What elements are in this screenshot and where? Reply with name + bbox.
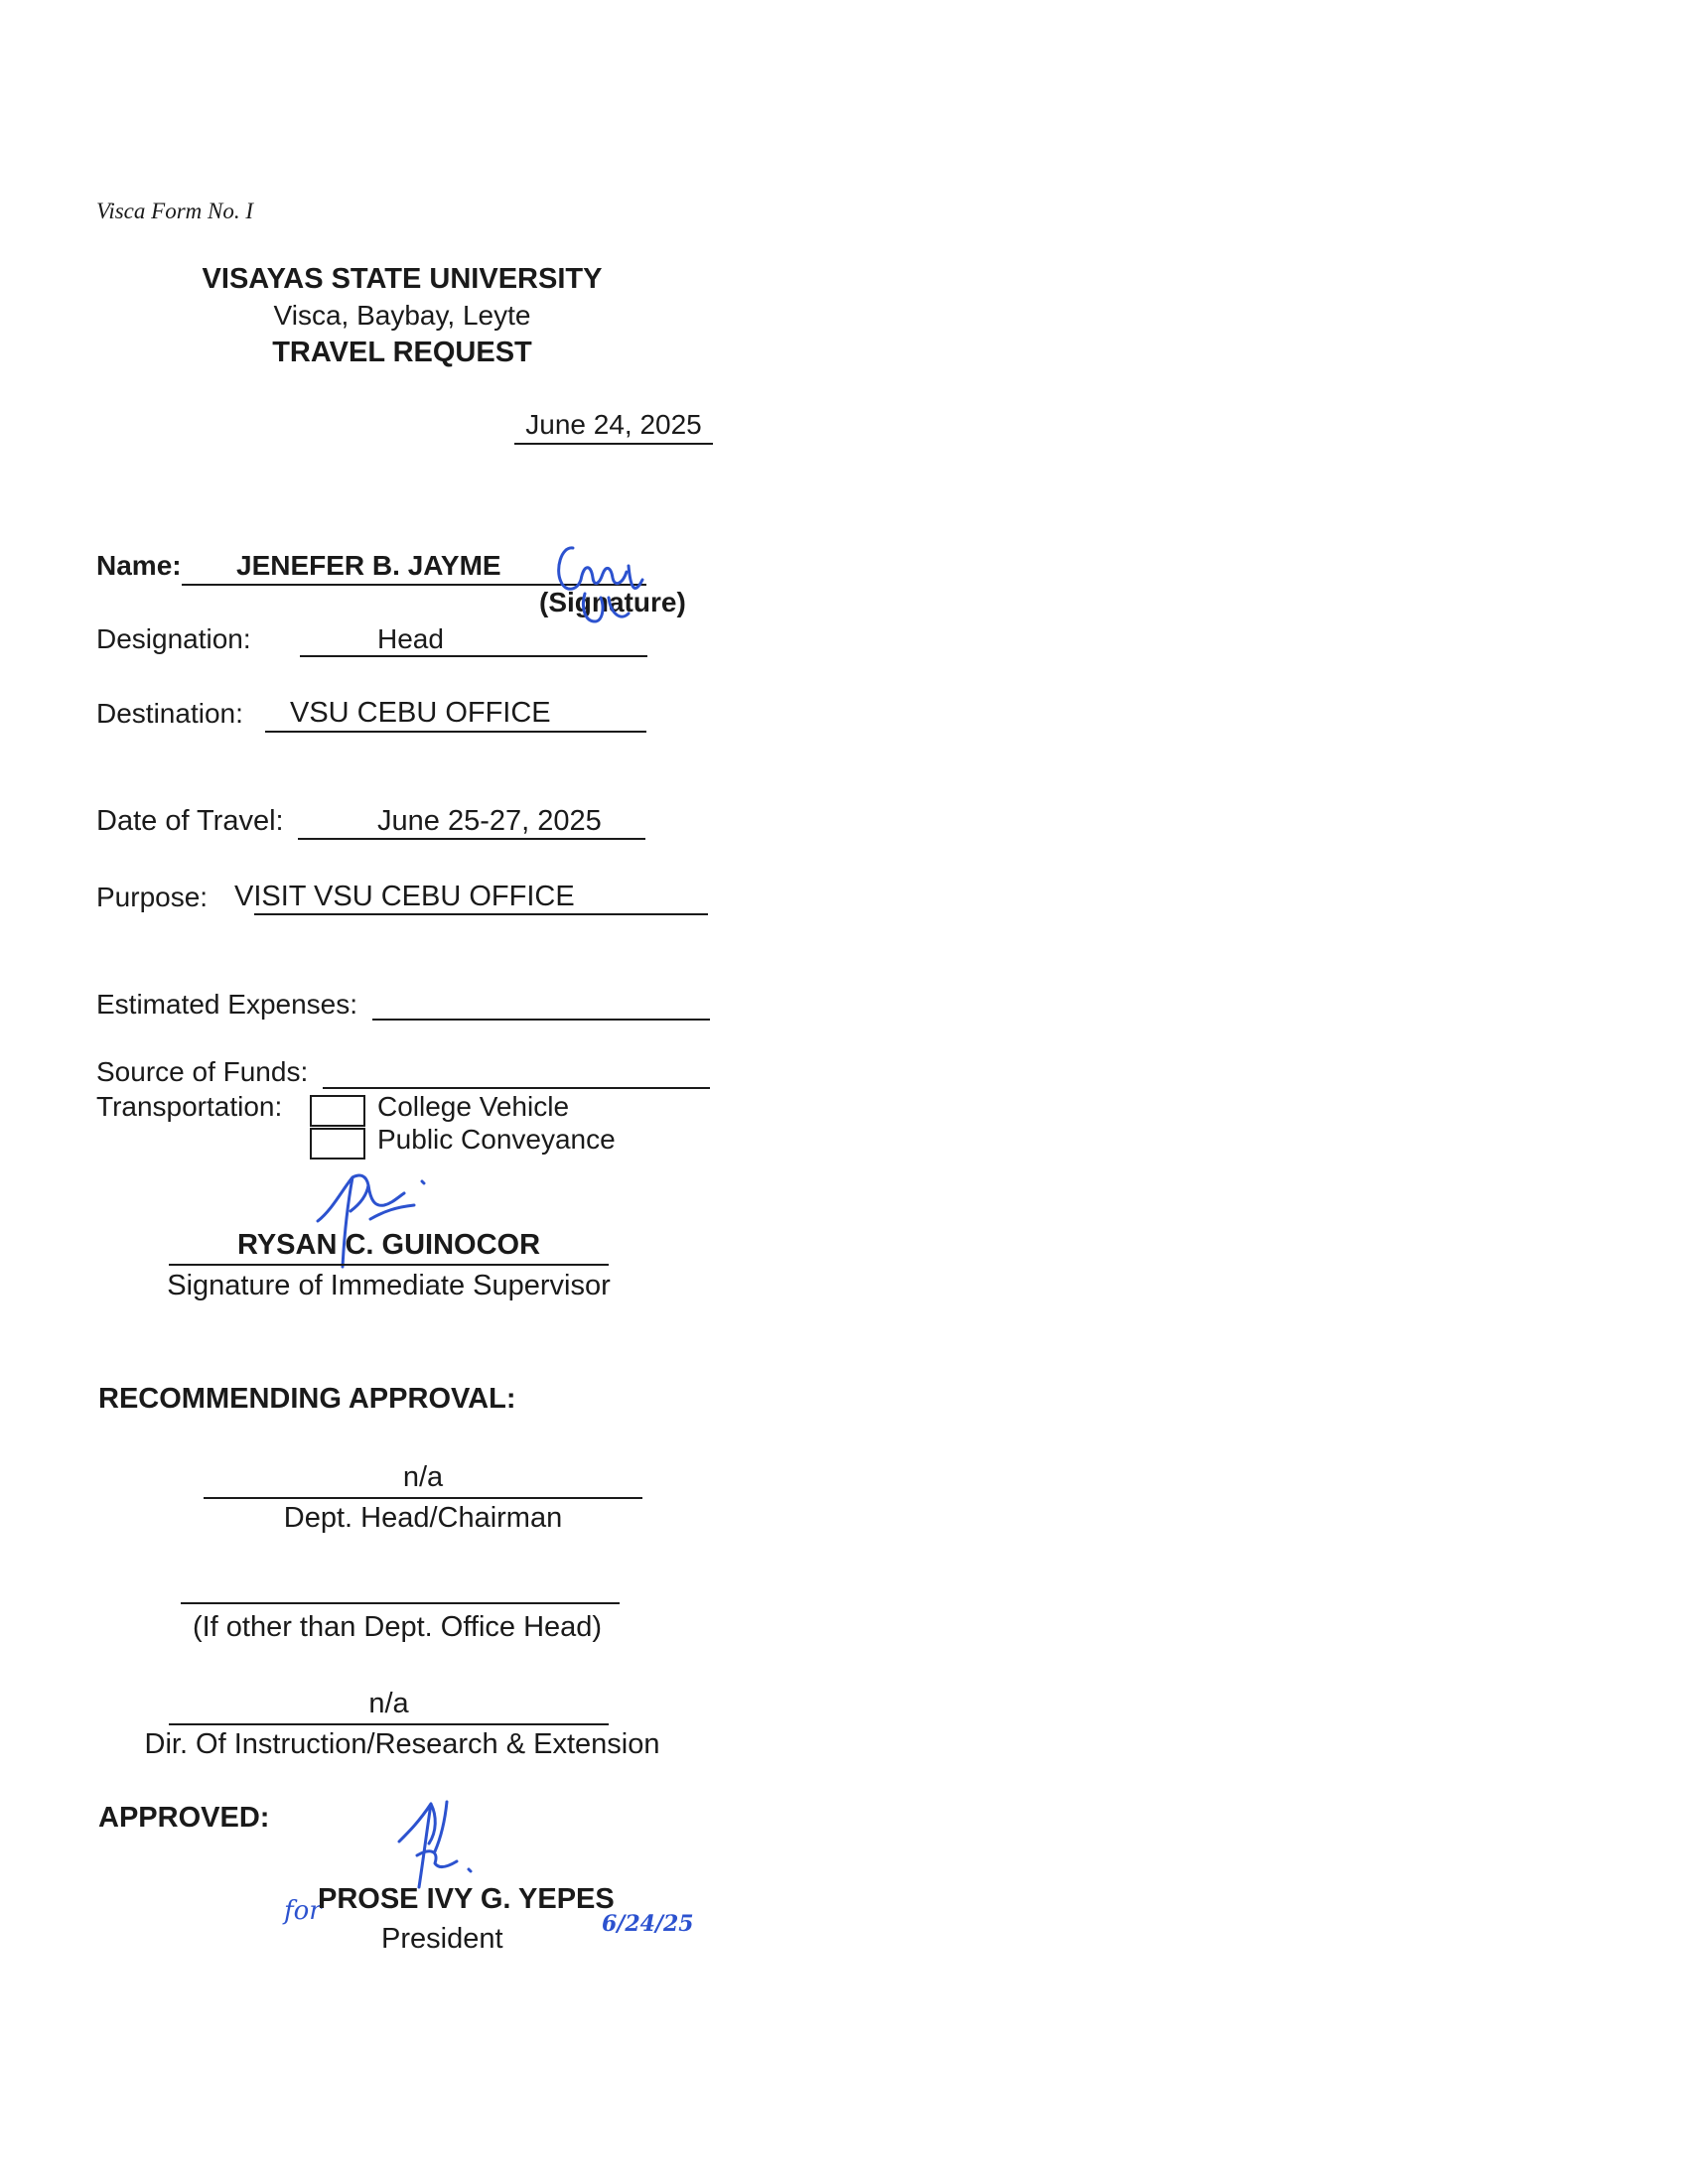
public-conveyance-checkbox[interactable] [310,1128,365,1160]
source-of-funds-label: Source of Funds: [96,1056,309,1087]
college-vehicle-checkbox[interactable] [310,1095,365,1127]
director-signature-line [169,1723,609,1725]
date-of-travel-underline [298,838,645,840]
university-address: Visca, Baybay, Leyte [273,300,531,331]
designation-underline [300,655,647,657]
director-value[interactable]: n/a [368,1688,409,1719]
date-of-travel-value[interactable]: June 25-27, 2025 [377,805,602,837]
purpose-underline [254,913,708,915]
university-name: VISAYAS STATE UNIVERSITY [202,263,603,295]
supervisor-caption: Signature of Immediate Supervisor [167,1270,611,1301]
signature-caption: (Signature) [539,587,686,617]
name-value[interactable]: JENEFER B. JAYME [236,550,501,581]
president-title: President [381,1923,503,1955]
handwritten-date: 6/24/25 [602,1911,694,1937]
director-caption: Dir. Of Instruction/Research & Extension [144,1728,660,1760]
other-approver-caption: (If other than Dept. Office Head) [192,1611,603,1643]
handwritten-for: for [284,1896,322,1926]
date-of-travel-label: Date of Travel: [96,805,284,837]
approved-heading: APPROVED: [98,1802,270,1834]
estimated-expenses-label: Estimated Expenses: [96,989,358,1020]
dept-head-value[interactable]: n/a [402,1461,444,1493]
other-approver-signature-line [181,1602,620,1604]
request-date: June 24, 2025 [525,409,702,440]
supervisor-signature-line [169,1264,609,1266]
name-label: Name: [96,550,182,581]
dept-head-caption: Dept. Head/Chairman [283,1502,563,1534]
form-number: Visca Form No. I [96,199,254,223]
source-of-funds-underline [323,1087,710,1089]
request-date-underline [514,443,713,445]
designation-value[interactable]: Head [377,623,444,654]
supervisor-name: RYSAN C. GUINOCOR [236,1229,541,1261]
estimated-expenses-underline [372,1019,710,1021]
transportation-label: Transportation: [96,1091,283,1122]
purpose-label: Purpose: [96,882,209,912]
form-title: TRAVEL REQUEST [272,337,532,368]
president-name: PROSE IVY G. YEPES [318,1883,615,1915]
dept-head-signature-line [204,1497,642,1499]
designation-label: Designation: [96,623,251,654]
applicant-signature-mark [551,536,660,635]
destination-value[interactable]: VSU CEBU OFFICE [290,697,551,729]
purpose-value[interactable]: VISIT VSU CEBU OFFICE [234,881,575,912]
destination-label: Destination: [96,698,243,729]
college-vehicle-label: College Vehicle [377,1091,570,1122]
recommending-approval-heading: RECOMMENDING APPROVAL: [98,1383,516,1415]
public-conveyance-label: Public Conveyance [377,1124,616,1155]
destination-underline [265,731,646,733]
